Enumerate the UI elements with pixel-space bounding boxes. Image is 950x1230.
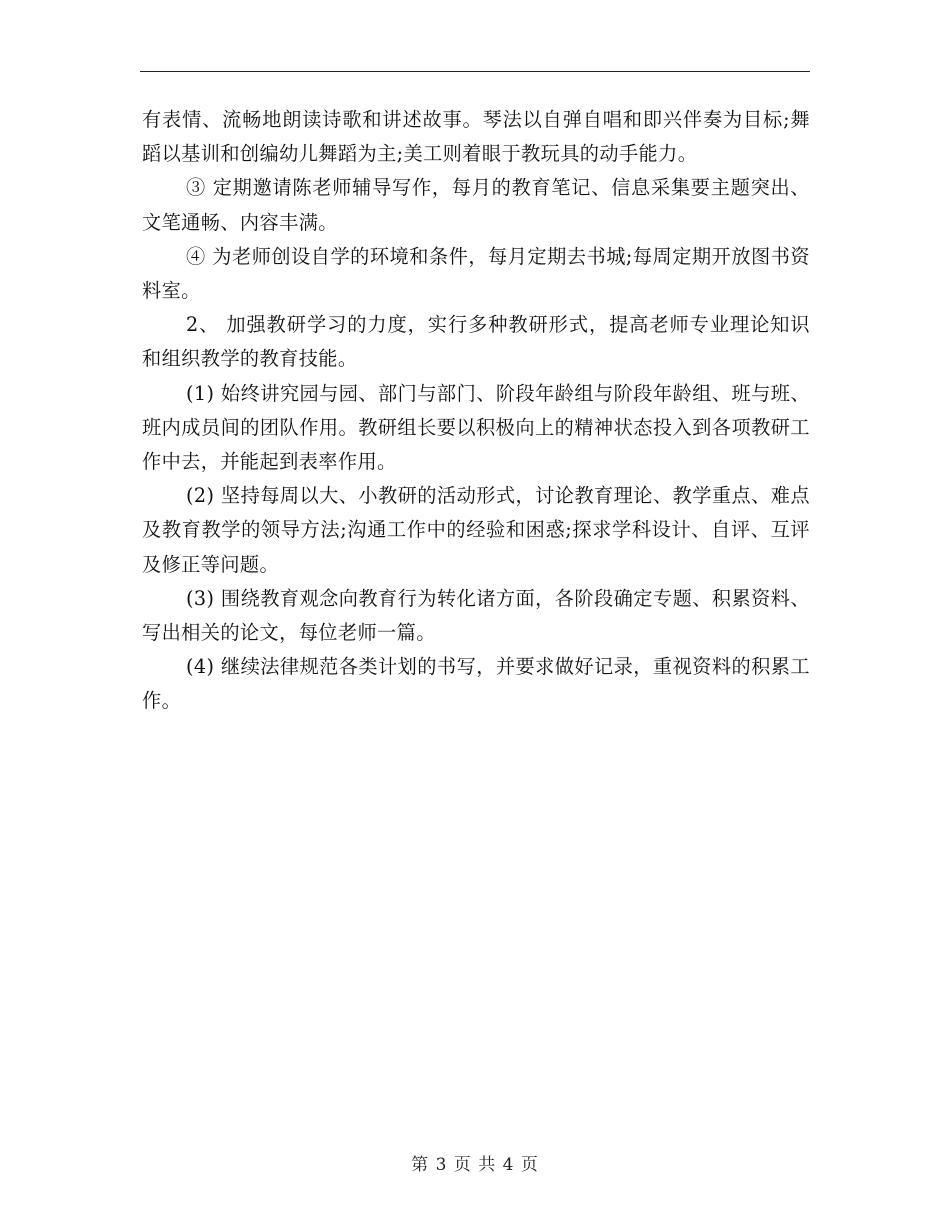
paragraph-section-2: 2、 加强教研学习的力度，实行多种教研形式，提高老师专业理论知识和组织教学的教育技能。 (142, 313, 810, 371)
paragraph-sub-4: (4) 继续法律规范各类计划的书写，并要求做好记录，重视资料的积累工作。 (142, 655, 810, 713)
document-body (142, 103, 810, 719)
paragraph-sub-2: (2) 坚持每周以大、小教研的活动形式，讨论教育理论、教学重点、难点及教育教学的领导方法;沟通工作中的经验和困惑;探求学科设计、自评、互评及修正等问题。 (142, 484, 810, 576)
paragraph-item-3: ③ 定期邀请陈老师辅导写作，每月的教育笔记、信息采集要主题突出、文笔通畅、内容丰满。 (142, 176, 810, 234)
page-number-footer: 第 3 页 共 4 页 (411, 1155, 539, 1175)
paragraph-item-4: ④ 为老师创设自学的环境和条件，每月定期去书城;每周定期开放图书资料室。 (142, 244, 810, 303)
paragraph-continuation: 有表情、流畅地朗读诗歌和讲述故事。琴法以自弹自唱和即兴伴奏为目标;舞蹈以基训和创编幼儿舞蹈为主;美工则着眼于教玩具的动手能力。 (142, 108, 810, 166)
paragraph-sub-1: (1) 始终讲究园与园、部门与部门、阶段年龄组与阶段年龄组、班与班、班内成员间的团队作用。教研组长要以积极向上的精神状态投入到各项教研工作中去，并能起到表率作用。 (142, 381, 810, 474)
paragraph-sub-3: (3) 围绕教育观念向教育行为转化诸方面，各阶段确定专题、积累资料、写出相关的论文，每位老师一篇。 (142, 586, 810, 645)
header-rule (140, 71, 810, 72)
